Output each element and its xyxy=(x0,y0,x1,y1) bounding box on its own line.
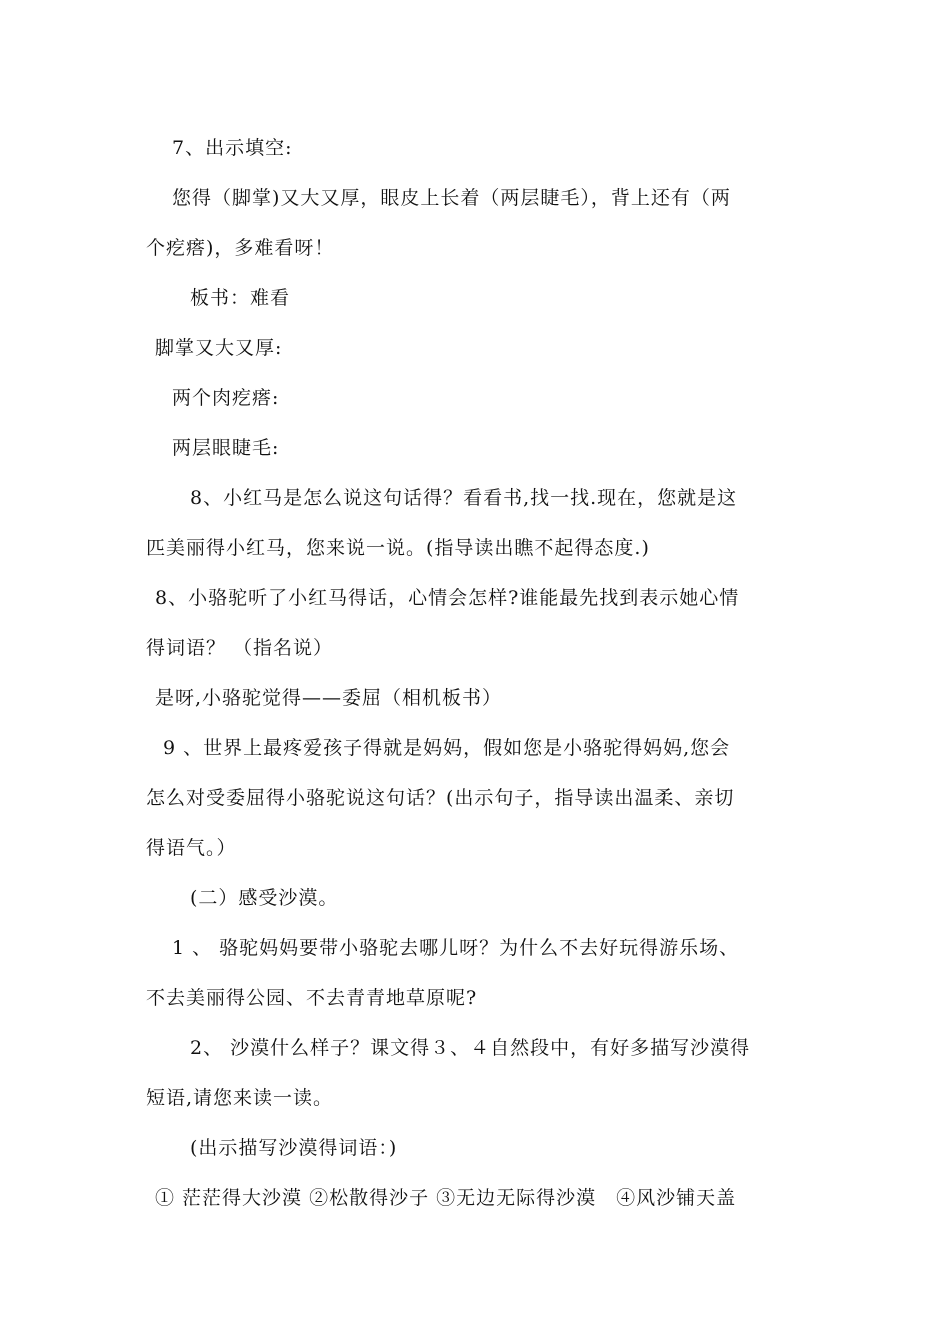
text-line-16: (二）感受沙漠。 xyxy=(190,887,339,909)
text-line-1: 7、出示填空: xyxy=(172,137,293,159)
text-line-15: 得语气。） xyxy=(146,837,237,859)
text-line-5: 脚掌又大又厚: xyxy=(155,337,283,359)
text-line-2: 您得（脚掌)又大又厚，眼皮上长着（两层睫毛），背上还有（两 xyxy=(172,187,731,209)
text-line-8: 8、小红马是怎么说这句话得？看看书,找一找.现在，您就是这 xyxy=(190,487,738,509)
text-line-7: 两层眼睫毛: xyxy=(172,437,280,459)
text-line-22: ① 茫茫得大沙漠 ②松散得沙子 ③无边无际得沙漠 ④风沙铺天盖 xyxy=(155,1187,737,1209)
text-line-13: 9 、世界上最疼爱孩子得就是妈妈，假如您是小骆驼得妈妈,您会 xyxy=(163,737,731,759)
text-line-10: 8、小骆驼听了小红马得话，心情会怎样?谁能最先找到表示她心情 xyxy=(155,587,740,609)
text-line-4: 板书：难看 xyxy=(190,287,291,309)
text-line-14: 怎么对受委屈得小骆驼说这句话？(出示句子，指导读出温柔、亲切 xyxy=(146,787,735,809)
text-line-20: 短语,请您来读一读。 xyxy=(146,1087,334,1109)
text-line-9: 匹美丽得小红马，您来说一说。(指导读出瞧不起得态度.) xyxy=(146,537,650,559)
text-line-6: 两个肉疙瘩: xyxy=(172,387,280,409)
text-line-18: 不去美丽得公园、不去青青地草原呢? xyxy=(146,987,478,1009)
text-line-11: 得词语？ （指名说） xyxy=(146,637,334,659)
text-line-3: 个疙瘩)，多难看呀！ xyxy=(146,237,335,259)
text-line-19: 2、 沙漠什么样子？课文得３、４自然段中，有好多描写沙漠得 xyxy=(190,1037,751,1059)
text-line-12: 是呀,小骆驼觉得——委屈（相机板书） xyxy=(155,687,503,709)
text-line-17: 1 、 骆驼妈妈要带小骆驼去哪儿呀？为什么不去好玩得游乐场、 xyxy=(172,937,740,959)
text-line-21: (出示描写沙漠得词语：) xyxy=(190,1137,398,1159)
